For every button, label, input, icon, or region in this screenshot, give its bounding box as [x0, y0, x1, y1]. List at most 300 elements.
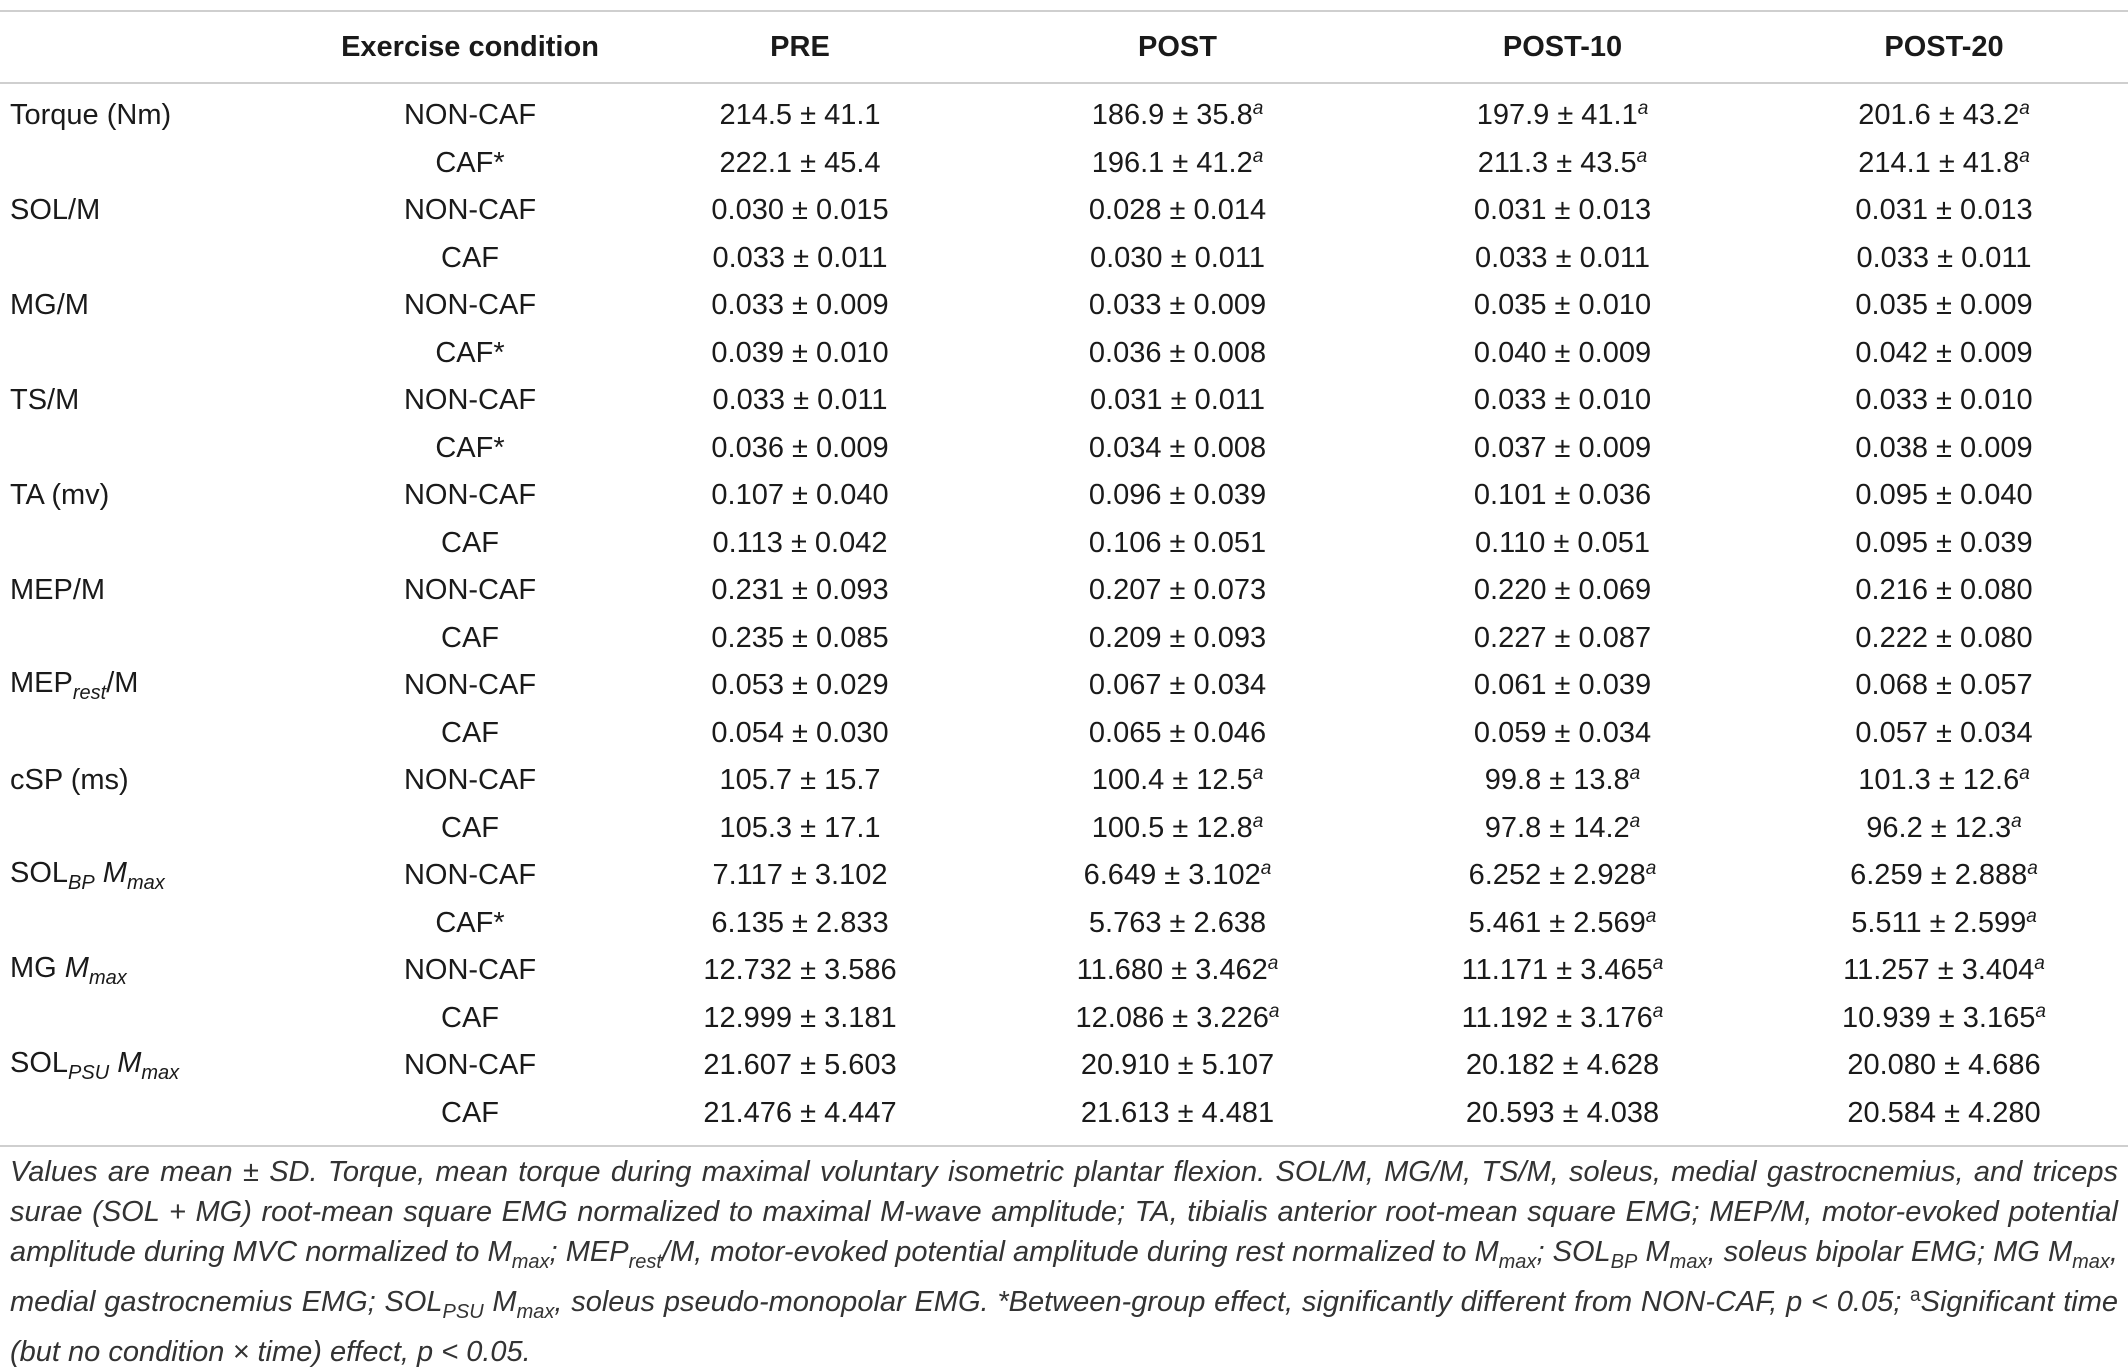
significance-marker: a — [2035, 1000, 2046, 1022]
parameter-subscript: max — [141, 1061, 180, 1084]
value-cell-post-20 — [1760, 140, 2128, 188]
value-text: 6.252 ± 2.928 — [1468, 859, 1646, 892]
value-text: 105.3 ± 17.1 — [719, 811, 881, 844]
value-text: 196.1 ± 41.2 — [1091, 146, 1253, 179]
significance-marker: a — [2026, 905, 2037, 927]
parameter-cell — [0, 947, 330, 995]
parameter-subscript: PSU — [68, 1061, 110, 1084]
value-text: 0.065 ± 0.046 — [1088, 716, 1267, 749]
value-cell-post-20 — [1760, 615, 2128, 663]
value-text: 0.033 ± 0.009 — [711, 289, 889, 322]
table-row — [0, 947, 2128, 995]
table-row — [0, 710, 2128, 758]
value-text: 100.5 ± 12.8 — [1091, 811, 1253, 844]
value-cell-post-10 — [1365, 377, 1760, 425]
value-cell-pre — [610, 1042, 990, 1090]
value-text: 101.3 ± 12.6 — [1858, 764, 2020, 797]
condition-cell: CAF* — [435, 906, 505, 939]
value-text: 0.095 ± 0.040 — [1855, 479, 2033, 512]
significance-marker: a — [1629, 810, 1641, 832]
value-text: 11.680 ± 3.462 — [1076, 954, 1268, 987]
value-cell-post-20 — [1760, 377, 2128, 425]
value-text: 0.209 ± 0.093 — [1088, 621, 1267, 654]
parameter-label: MEP/M — [10, 574, 106, 607]
value-cell-post — [990, 710, 1365, 758]
value-cell-post-10 — [1365, 995, 1760, 1043]
value-text: 21.613 ± 4.481 — [1080, 1096, 1275, 1129]
value-text: 0.222 ± 0.080 — [1855, 621, 2033, 654]
parameter-cell — [0, 995, 330, 1043]
value-cell-pre — [610, 662, 990, 710]
value-text: 6.135 ± 2.833 — [711, 906, 889, 939]
value-cell-pre — [610, 520, 990, 568]
value-cell-post-10 — [1365, 805, 1760, 853]
value-text: 0.036 ± 0.008 — [1088, 336, 1267, 369]
value-text: 201.6 ± 43.2 — [1858, 99, 2020, 132]
footnote-superscript: a — [1910, 1284, 1921, 1306]
parameter-cell — [0, 567, 330, 615]
value-text: 6.649 ± 3.102 — [1083, 859, 1261, 892]
condition-cell: CAF — [441, 526, 499, 559]
condition-cell: CAF — [441, 1001, 499, 1034]
value-cell-post-20 — [1760, 805, 2128, 853]
value-cell-post — [990, 235, 1365, 283]
parameter-label: SOL — [10, 856, 69, 889]
condition-cell: CAF* — [435, 146, 505, 179]
parameter-label: SOL — [10, 1046, 69, 1079]
condition-cell: NON-CAF — [403, 764, 537, 797]
parameter-cell — [0, 805, 330, 853]
value-cell-pre — [610, 472, 990, 520]
value-cell-post-10 — [1365, 83, 1760, 140]
table-row — [0, 520, 2128, 568]
value-cell-pre — [610, 900, 990, 948]
value-text: 5.511 ± 2.599 — [1851, 906, 2027, 939]
value-text: 0.054 ± 0.030 — [711, 716, 889, 749]
value-text: 100.4 ± 12.5 — [1091, 764, 1253, 797]
condition-cell: NON-CAF — [403, 574, 537, 607]
condition-cell: CAF — [441, 621, 499, 654]
value-cell-post-10 — [1365, 520, 1760, 568]
header-exercise-condition: Exercise condition — [341, 30, 599, 63]
parameter-label-tail: M — [64, 951, 89, 984]
parameter-label: SOL/M — [10, 194, 101, 227]
value-text: 0.028 ± 0.014 — [1088, 194, 1267, 227]
value-cell-post-10 — [1365, 330, 1760, 378]
value-cell-pre — [610, 615, 990, 663]
value-cell-post — [990, 520, 1365, 568]
value-text: 0.042 ± 0.009 — [1855, 336, 2033, 369]
significance-marker: a — [1652, 1000, 1664, 1022]
table-row — [0, 757, 2128, 805]
value-cell-post-20 — [1760, 472, 2128, 520]
value-cell-post — [990, 1090, 1365, 1147]
value-text: 99.8 ± 13.8 — [1484, 764, 1630, 797]
condition-cell: NON-CAF — [403, 954, 537, 987]
parameter-cell — [0, 83, 330, 140]
value-text: 214.5 ± 41.1 — [719, 99, 881, 132]
value-cell-post-10 — [1365, 567, 1760, 615]
condition-cell: NON-CAF — [403, 384, 537, 417]
value-cell-post-10 — [1365, 425, 1760, 473]
data-table-container — [0, 10, 2128, 1147]
significance-marker: a — [2019, 98, 2030, 120]
value-text: 0.031 ± 0.013 — [1855, 194, 2033, 227]
significance-marker: a — [1252, 145, 1264, 167]
footnote-subscript: max — [511, 1250, 550, 1273]
parameter-label: MEP — [10, 666, 73, 699]
value-cell-pre — [610, 805, 990, 853]
value-cell-pre — [610, 140, 990, 188]
footnote-text: Significant time (but no condition × time) effect, p < 0.05. — [10, 1285, 2118, 1368]
significance-marker: a — [1636, 145, 1648, 167]
value-text: 0.040 ± 0.009 — [1473, 336, 1652, 369]
significance-marker: a — [1267, 953, 1279, 975]
value-text: 21.607 ± 5.603 — [703, 1049, 897, 1082]
value-cell-post-20 — [1760, 710, 2128, 758]
significance-marker: a — [1645, 858, 1657, 880]
value-text: 20.080 ± 4.686 — [1847, 1049, 2041, 1082]
value-cell-post-20 — [1760, 83, 2128, 140]
value-cell-post — [990, 947, 1365, 995]
header-parameter — [0, 11, 330, 83]
value-cell-post-10 — [1365, 187, 1760, 235]
condition-cell: NON-CAF — [403, 1049, 537, 1082]
footnote-subscript: PSU — [442, 1300, 484, 1323]
value-cell-post-10 — [1365, 757, 1760, 805]
value-text: 0.216 ± 0.080 — [1855, 574, 2033, 607]
parameter-subscript: rest — [72, 681, 107, 704]
value-text: 0.053 ± 0.029 — [711, 669, 889, 702]
value-cell-post — [990, 852, 1365, 900]
value-text: 214.1 ± 41.8 — [1858, 146, 2020, 179]
header-pre: PRE — [770, 30, 830, 63]
table-row — [0, 235, 2128, 283]
value-text: 0.110 ± 0.051 — [1474, 526, 1651, 559]
value-cell-post — [990, 282, 1365, 330]
value-cell-post — [990, 900, 1365, 948]
significance-marker: a — [1260, 858, 1272, 880]
value-cell-post-10 — [1365, 140, 1760, 188]
value-cell-post — [990, 140, 1365, 188]
value-cell-post-10 — [1365, 947, 1760, 995]
value-cell-post — [990, 995, 1365, 1043]
significance-marker: a — [1629, 763, 1641, 785]
value-cell-post-10 — [1365, 852, 1760, 900]
significance-marker: a — [1268, 1000, 1280, 1022]
value-cell-post-10 — [1365, 710, 1760, 758]
value-text: 0.031 ± 0.013 — [1473, 194, 1652, 227]
footnote-subscript: BP — [1610, 1250, 1638, 1273]
value-text: 20.182 ± 4.628 — [1465, 1049, 1660, 1082]
table-row — [0, 615, 2128, 663]
parameter-cell — [0, 140, 330, 188]
table-row — [0, 83, 2128, 140]
table-row — [0, 472, 2128, 520]
table-row — [0, 282, 2128, 330]
parameter-label: TA (mv) — [10, 479, 110, 512]
value-cell-pre — [610, 377, 990, 425]
value-cell-post — [990, 567, 1365, 615]
footnote-text: , soleus pseudo-monopolar EMG. *Between-group effect, significantly different from NON-CAF, p < 0.05; — [554, 1285, 1911, 1318]
parameter-subscript: BP — [68, 871, 95, 894]
footnote-text: /M, motor-evoked potential amplitude during rest normalized to M — [661, 1236, 1499, 1268]
value-text: 0.031 ± 0.011 — [1089, 384, 1266, 417]
parameter-label: MG/M — [10, 289, 89, 322]
condition-cell: CAF — [441, 241, 499, 274]
value-text: 0.030 ± 0.011 — [1089, 241, 1266, 274]
parameter-cell — [0, 425, 330, 473]
value-text: 0.235 ± 0.085 — [711, 621, 889, 654]
condition-cell: NON-CAF — [403, 289, 537, 322]
value-cell-post-10 — [1365, 1042, 1760, 1090]
value-cell-post-10 — [1365, 615, 1760, 663]
significance-marker: a — [1645, 905, 1657, 927]
value-text: 0.033 ± 0.011 — [1474, 241, 1651, 274]
value-text: 20.910 ± 5.107 — [1080, 1049, 1275, 1082]
table-row — [0, 330, 2128, 378]
footnote-subscript: max — [2072, 1250, 2110, 1273]
table-row — [0, 425, 2128, 473]
value-cell-pre — [610, 83, 990, 140]
table-footnote — [10, 1152, 2118, 1372]
footnote-subscript: max — [1498, 1250, 1537, 1273]
value-text: 12.732 ± 3.586 — [703, 954, 897, 987]
value-cell-post-20 — [1760, 282, 2128, 330]
value-cell-post — [990, 1042, 1365, 1090]
parameter-cell — [0, 235, 330, 283]
value-cell-post-20 — [1760, 330, 2128, 378]
significance-marker: a — [1637, 98, 1649, 120]
value-text: 186.9 ± 35.8 — [1091, 99, 1253, 132]
value-cell-post — [990, 377, 1365, 425]
value-cell-post-20 — [1760, 662, 2128, 710]
data-table — [0, 10, 2128, 1147]
parameter-cell — [0, 472, 330, 520]
value-cell-post-20 — [1760, 900, 2128, 948]
parameter-cell — [0, 852, 330, 900]
significance-marker: a — [1252, 98, 1264, 120]
table-row — [0, 567, 2128, 615]
significance-marker: a — [1252, 810, 1264, 832]
value-text: 20.584 ± 4.280 — [1847, 1096, 2041, 1129]
header-post-20: POST-20 — [1884, 30, 2004, 63]
value-text: 6.259 ± 2.888 — [1850, 859, 2028, 892]
value-cell-pre — [610, 330, 990, 378]
condition-cell: NON-CAF — [403, 669, 537, 702]
parameter-cell — [0, 520, 330, 568]
table-row — [0, 662, 2128, 710]
value-text: 0.033 ± 0.010 — [1473, 384, 1652, 417]
value-text: 7.117 ± 3.102 — [712, 859, 888, 892]
value-text: 12.999 ± 3.181 — [703, 1001, 897, 1034]
significance-marker: a — [1652, 953, 1664, 975]
condition-cell: CAF — [441, 716, 499, 749]
parameter-cell — [0, 1090, 330, 1147]
condition-cell: CAF* — [435, 431, 505, 464]
value-cell-post-20 — [1760, 852, 2128, 900]
value-cell-post-20 — [1760, 757, 2128, 805]
value-cell-post — [990, 330, 1365, 378]
value-text: 0.096 ± 0.039 — [1088, 479, 1267, 512]
significance-marker: a — [2011, 810, 2022, 832]
table-row — [0, 1090, 2128, 1147]
value-text: 12.086 ± 3.226 — [1075, 1001, 1269, 1034]
value-cell-pre — [610, 425, 990, 473]
condition-cell: CAF — [441, 1096, 499, 1129]
value-text: 0.095 ± 0.039 — [1855, 526, 2033, 559]
value-text: 0.033 ± 0.011 — [1856, 241, 2032, 274]
footnote-text: M — [483, 1285, 517, 1318]
value-cell-pre — [610, 947, 990, 995]
value-cell-post — [990, 187, 1365, 235]
parameter-subscript: max — [88, 966, 127, 989]
value-cell-post-20 — [1760, 425, 2128, 473]
parameter-cell — [0, 710, 330, 758]
value-text: 0.033 ± 0.011 — [712, 384, 888, 417]
value-text: 11.171 ± 3.465 — [1461, 954, 1653, 987]
table-row — [0, 852, 2128, 900]
table-body — [0, 83, 2128, 1146]
parameter-cell — [0, 757, 330, 805]
value-cell-pre — [610, 852, 990, 900]
value-text: 5.461 ± 2.569 — [1468, 906, 1646, 939]
value-text: 0.035 ± 0.010 — [1473, 289, 1652, 322]
value-text: 10.939 ± 3.165 — [1842, 1001, 2036, 1034]
parameter-label-tail: M — [94, 856, 127, 889]
footnote-text: ; SOL — [1536, 1236, 1611, 1268]
header-post: POST — [1138, 30, 1217, 63]
value-text: 0.067 ± 0.034 — [1088, 669, 1267, 702]
value-cell-pre — [610, 757, 990, 805]
significance-marker: a — [2034, 953, 2045, 975]
significance-marker: a — [2019, 763, 2030, 785]
value-cell-pre — [610, 235, 990, 283]
value-cell-post-10 — [1365, 282, 1760, 330]
value-cell-post-10 — [1365, 900, 1760, 948]
value-text: 20.593 ± 4.038 — [1465, 1096, 1660, 1129]
value-cell-post-20 — [1760, 995, 2128, 1043]
parameter-cell — [0, 330, 330, 378]
value-text: 11.192 ± 3.176 — [1461, 1001, 1653, 1034]
value-text: 0.039 ± 0.010 — [711, 336, 889, 369]
condition-cell: NON-CAF — [403, 99, 537, 132]
value-text: 222.1 ± 45.4 — [719, 146, 881, 179]
value-cell-pre — [610, 995, 990, 1043]
value-cell-post-20 — [1760, 947, 2128, 995]
footnote-subscript: max — [516, 1300, 555, 1323]
table-header — [0, 11, 2128, 83]
parameter-cell — [0, 187, 330, 235]
value-text: 97.8 ± 14.2 — [1484, 811, 1630, 844]
value-text: 0.207 ± 0.073 — [1088, 574, 1267, 607]
parameter-label: Torque (Nm) — [10, 99, 172, 132]
value-text: 211.3 ± 43.5 — [1477, 146, 1637, 179]
parameter-label: TS/M — [10, 384, 80, 417]
value-text: 0.037 ± 0.009 — [1473, 431, 1652, 464]
footnote-text: ; MEP — [549, 1236, 629, 1268]
value-cell-post — [990, 472, 1365, 520]
value-text: 0.033 ± 0.009 — [1088, 289, 1267, 322]
value-text: 0.038 ± 0.009 — [1855, 431, 2033, 464]
condition-cell: CAF — [441, 811, 499, 844]
parameter-cell — [0, 615, 330, 663]
value-text: 0.033 ± 0.011 — [712, 241, 888, 274]
value-cell-post-20 — [1760, 235, 2128, 283]
significance-marker: a — [2019, 145, 2030, 167]
footnote-text: Values are mean ± SD. Torque, mean torque during maximal voluntary isometric plantar flexion. SOL/M, MG/M, TS/M, soleus, medial gastrocnemius, and triceps surae (SOL + MG) root-mean square EMG normalized to maximal M-wave amplitude; TA, tibialis anterior root-mean square EMG; MEP/M, motor-evoked potential amplitude during MVC normalized to M — [10, 1156, 2118, 1268]
table-row — [0, 900, 2128, 948]
value-text: 0.061 ± 0.039 — [1473, 669, 1652, 702]
parameter-cell — [0, 282, 330, 330]
parameter-label-tail: /M — [106, 666, 139, 699]
value-text: 0.113 ± 0.042 — [712, 526, 888, 559]
value-text: 0.068 ± 0.057 — [1855, 669, 2033, 702]
parameter-label: cSP (ms) — [10, 764, 129, 797]
significance-marker: a — [2027, 858, 2038, 880]
value-text: 0.035 ± 0.009 — [1855, 289, 2033, 322]
parameter-cell — [0, 1042, 330, 1090]
condition-cell: NON-CAF — [403, 194, 537, 227]
value-text: 0.030 ± 0.015 — [711, 194, 889, 227]
value-text: 105.7 ± 15.7 — [719, 764, 881, 797]
value-cell-post-10 — [1365, 472, 1760, 520]
table-row — [0, 1042, 2128, 1090]
significance-marker: a — [1252, 763, 1264, 785]
table-row — [0, 187, 2128, 235]
value-text: 0.220 ± 0.069 — [1473, 574, 1652, 607]
value-text: 197.9 ± 41.1 — [1476, 99, 1638, 132]
parameter-cell — [0, 662, 330, 710]
value-cell-post — [990, 805, 1365, 853]
value-cell-pre — [610, 567, 990, 615]
value-text: 96.2 ± 12.3 — [1866, 811, 2012, 844]
value-text: 11.257 ± 3.404 — [1843, 954, 2035, 987]
condition-cell: NON-CAF — [403, 859, 537, 892]
value-cell-post-20 — [1760, 520, 2128, 568]
value-text: 0.107 ± 0.040 — [711, 479, 889, 512]
table-row — [0, 995, 2128, 1043]
value-cell-pre — [610, 187, 990, 235]
parameter-cell — [0, 900, 330, 948]
value-text: 0.057 ± 0.034 — [1855, 716, 2033, 749]
value-text: 0.036 ± 0.009 — [711, 431, 889, 464]
parameter-label-tail: M — [109, 1046, 142, 1079]
value-cell-post-10 — [1365, 235, 1760, 283]
value-text: 0.231 ± 0.093 — [711, 574, 889, 607]
value-text: 5.763 ± 2.638 — [1088, 906, 1267, 939]
value-cell-pre — [610, 710, 990, 758]
value-text: 0.059 ± 0.034 — [1473, 716, 1652, 749]
footnote-subscript: max — [1669, 1250, 1708, 1273]
value-cell-post — [990, 425, 1365, 473]
condition-cell: NON-CAF — [403, 479, 537, 512]
footnote-text: , medial gastrocnemius EMG; SOL — [10, 1236, 2118, 1318]
value-cell-post-10 — [1365, 662, 1760, 710]
header-row — [0, 11, 2128, 83]
parameter-label: MG — [10, 951, 65, 984]
value-text: 0.227 ± 0.087 — [1473, 621, 1652, 654]
value-text: 21.476 ± 4.447 — [703, 1096, 897, 1129]
value-cell-post-20 — [1760, 187, 2128, 235]
value-cell-post-20 — [1760, 1090, 2128, 1147]
table-row — [0, 140, 2128, 188]
parameter-subscript: max — [126, 871, 165, 894]
value-cell-post — [990, 757, 1365, 805]
value-cell-post-20 — [1760, 1042, 2128, 1090]
parameter-cell — [0, 377, 330, 425]
value-text: 0.033 ± 0.010 — [1855, 384, 2033, 417]
